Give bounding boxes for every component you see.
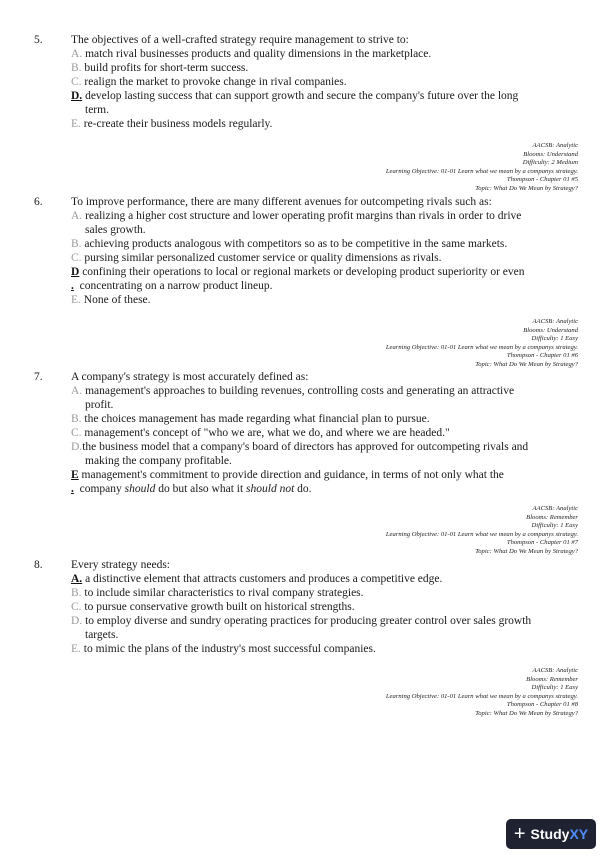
meta-blooms: Blooms: Understand bbox=[523, 326, 578, 334]
option-c bbox=[71, 75, 571, 89]
option-d-continued bbox=[71, 279, 571, 293]
option-letter: B. bbox=[71, 413, 82, 425]
question-stem: Every strategy needs: bbox=[71, 559, 170, 571]
option-letter: A. bbox=[71, 210, 83, 222]
meta-aacsb: AACSB: Analytic bbox=[532, 142, 578, 149]
option-text-continued: making the company profitable. bbox=[85, 455, 232, 467]
meta-source: Thompson - Chapter 01 #8 bbox=[506, 701, 578, 709]
option-d bbox=[71, 440, 571, 468]
option-text: the business model that a company's board of directors has approved for outcompeting rivals and bbox=[82, 441, 529, 453]
meta-difficulty: Difficulty: 1 Easy bbox=[531, 684, 578, 692]
option-text: to include similar characteristics to rival company strategies. bbox=[84, 587, 364, 599]
question-number: 6. bbox=[34, 196, 43, 208]
option-text: pursing similar personalized customer service or quality dimensions as rivals. bbox=[84, 252, 442, 264]
question-metadata bbox=[178, 667, 578, 719]
correct-answer-letter: D. bbox=[71, 90, 83, 102]
option-a bbox=[71, 47, 571, 61]
question-stem: To improve performance, there are many different avenues for outcompeting rivals such as: bbox=[71, 196, 492, 208]
option-text: management's concept of "who we are, what we do, and where we are headed." bbox=[84, 427, 450, 439]
option-text: confining their operations to local or regional markets or developing product superiority or even bbox=[82, 266, 525, 278]
correct-answer-letter: E bbox=[71, 469, 79, 481]
meta-objective: Learning Objective: 01-01 Learn what we mean by a companys strategy. bbox=[385, 343, 578, 351]
plus-icon: + bbox=[513, 823, 526, 845]
option-b bbox=[71, 61, 571, 75]
meta-objective: Learning Objective: 01-01 Learn what we mean by a companys strategy. bbox=[385, 692, 578, 700]
option-letter: D. bbox=[71, 441, 83, 453]
option-text: build profits for short-term success. bbox=[84, 62, 249, 74]
option-a bbox=[71, 209, 571, 237]
correct-answer-letter: A. bbox=[71, 573, 83, 585]
option-d-correct bbox=[71, 265, 571, 279]
meta-difficulty: Difficulty: 1 Easy bbox=[531, 335, 578, 343]
meta-difficulty: Difficulty: 2 Medium bbox=[522, 159, 578, 167]
studyxy-logo bbox=[506, 819, 596, 849]
option-e bbox=[71, 293, 571, 307]
meta-aacsb: AACSB: Analytic bbox=[532, 318, 578, 325]
meta-source: Thompson - Chapter 01 #6 bbox=[506, 352, 578, 360]
meta-objective: Learning Objective: 01-01 Learn what we mean by a companys strategy. bbox=[385, 167, 578, 175]
option-letter: C. bbox=[71, 427, 82, 439]
meta-topic: Topic: What Do We Mean by Strategy? bbox=[475, 709, 578, 717]
option-text: company bbox=[79, 483, 125, 495]
option-text: develop lasting success that can support growth and secure the company's future over the long bbox=[85, 90, 519, 102]
meta-topic: Topic: What Do We Mean by Strategy? bbox=[475, 184, 578, 192]
correct-answer-letter: D bbox=[71, 266, 80, 278]
option-text: realizing a higher cost structure and lower operating profit margins than rivals in order to drive bbox=[85, 210, 522, 222]
option-text: management's approaches to building revenues, controlling costs and generating an attractive bbox=[85, 385, 515, 397]
meta-difficulty: Difficulty: 1 Easy bbox=[531, 522, 578, 530]
option-text: realign the market to provoke change in rival companies. bbox=[84, 76, 347, 88]
option-emphasis: should not bbox=[246, 483, 295, 495]
option-text: concentrating on a narrow product lineup. bbox=[79, 280, 273, 292]
brand-name-accent: XY bbox=[569, 826, 589, 842]
option-letter: A. bbox=[71, 48, 83, 60]
option-text: management's commitment to provide direction and guidance, in terms of not only what the bbox=[81, 469, 504, 481]
option-text: match rival businesses products and quality dimensions in the marketplace. bbox=[85, 48, 432, 60]
option-letter: E. bbox=[71, 294, 81, 306]
question-stem: A company's strategy is most accurately defined as: bbox=[71, 371, 309, 383]
meta-topic: Topic: What Do We Mean by Strategy? bbox=[475, 360, 578, 368]
question-number: 7. bbox=[34, 371, 43, 383]
option-text: to pursue conservative growth built on historical strengths. bbox=[84, 601, 355, 613]
question-stem: The objectives of a well-crafted strategy require management to strive to: bbox=[71, 34, 409, 46]
option-c bbox=[71, 426, 571, 440]
option-text: a distinctive element that attracts customers and produces a competitive edge. bbox=[85, 573, 443, 585]
option-d-correct bbox=[71, 89, 571, 117]
option-letter: B. bbox=[71, 62, 82, 74]
option-text: to mimic the plans of the industry's most successful companies. bbox=[83, 643, 376, 655]
option-d bbox=[71, 614, 571, 642]
option-letter: B. bbox=[71, 238, 82, 250]
question-number: 8. bbox=[34, 559, 43, 571]
correct-answer-period: . bbox=[71, 483, 74, 495]
question-number: 5. bbox=[34, 34, 43, 46]
option-e bbox=[71, 642, 571, 656]
option-letter: B. bbox=[71, 587, 82, 599]
meta-source: Thompson - Chapter 01 #7 bbox=[506, 539, 578, 547]
meta-blooms: Blooms: Remember bbox=[526, 675, 578, 683]
meta-blooms: Blooms: Understand bbox=[523, 150, 578, 158]
option-c bbox=[71, 251, 571, 265]
option-text: None of these. bbox=[83, 294, 151, 306]
option-text-continued: targets. bbox=[85, 629, 119, 641]
option-letter: E. bbox=[71, 643, 81, 655]
option-text-continued: term. bbox=[85, 104, 109, 116]
meta-aacsb: AACSB: Analytic bbox=[532, 505, 578, 512]
option-text: re-create their business models regularly. bbox=[83, 118, 273, 130]
option-e-correct bbox=[71, 468, 571, 482]
option-e-continued bbox=[71, 482, 571, 496]
option-text: to employ diverse and sundry operating practices for producing greater control over sales growth bbox=[85, 615, 532, 627]
option-letter: C. bbox=[71, 76, 82, 88]
option-c bbox=[71, 600, 571, 614]
option-text: the choices management has made regarding what financial plan to pursue. bbox=[84, 413, 430, 425]
meta-objective: Learning Objective: 01-01 Learn what we mean by a companys strategy. bbox=[385, 530, 578, 538]
option-text: achieving products analogous with competitors so as to be competitive in the same markets. bbox=[84, 238, 508, 250]
option-b bbox=[71, 586, 571, 600]
option-b bbox=[71, 237, 571, 251]
option-letter: C. bbox=[71, 252, 82, 264]
option-letter: D. bbox=[71, 615, 83, 627]
correct-answer-period: . bbox=[71, 280, 74, 292]
option-a bbox=[71, 384, 571, 412]
option-text-continued: sales growth. bbox=[85, 224, 146, 236]
option-letter: C. bbox=[71, 601, 82, 613]
option-letter: E. bbox=[71, 118, 81, 130]
option-b bbox=[71, 412, 571, 426]
question-metadata bbox=[178, 318, 578, 370]
meta-source: Thompson - Chapter 01 #5 bbox=[506, 176, 578, 184]
option-text-continued: profit. bbox=[85, 399, 114, 411]
option-e bbox=[71, 117, 571, 131]
question-metadata bbox=[178, 142, 578, 194]
option-text: do. bbox=[294, 483, 312, 495]
meta-topic: Topic: What Do We Mean by Strategy? bbox=[475, 547, 578, 555]
option-letter: A. bbox=[71, 385, 83, 397]
question-metadata bbox=[178, 505, 578, 557]
option-emphasis: should bbox=[124, 483, 156, 495]
brand-name: Study bbox=[530, 826, 570, 842]
option-a-correct bbox=[71, 572, 571, 586]
meta-aacsb: AACSB: Analytic bbox=[532, 667, 578, 674]
meta-blooms: Blooms: Remember bbox=[526, 513, 578, 521]
option-text: do but also what it bbox=[155, 483, 247, 495]
